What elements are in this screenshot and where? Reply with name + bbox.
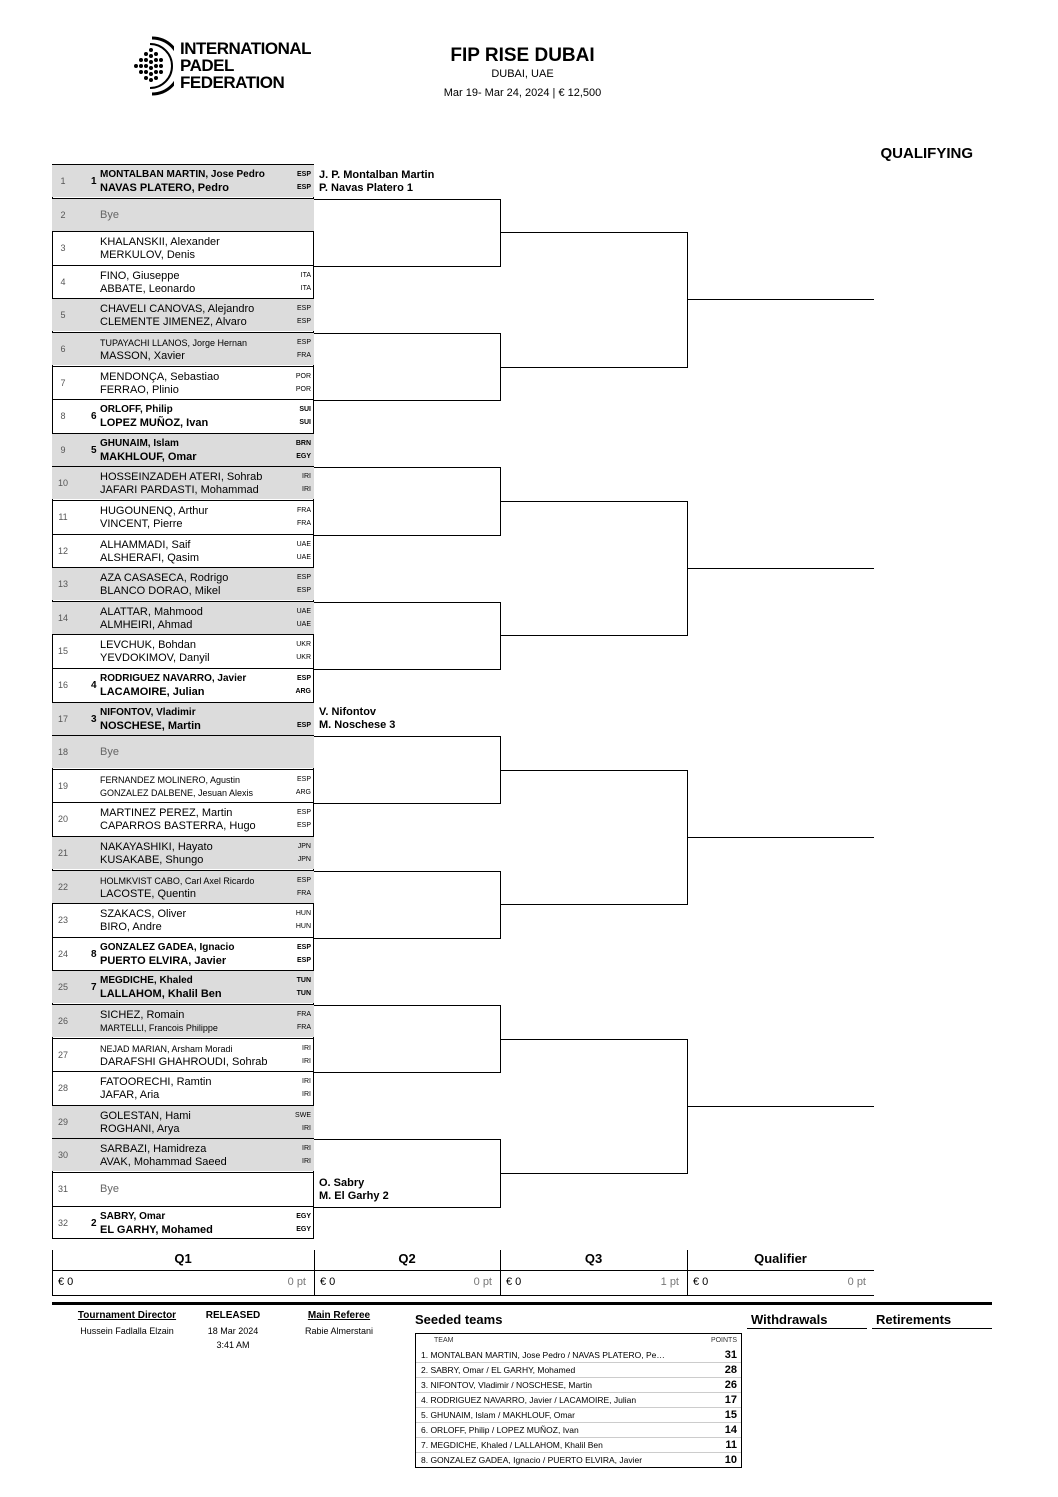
seeded-team-row bbox=[416, 1437, 741, 1452]
player-2-country: ITA bbox=[300, 284, 311, 292]
seeded-team-row bbox=[416, 1422, 741, 1437]
player-2-country: EGY bbox=[296, 1225, 311, 1233]
draw-slot-25 bbox=[52, 970, 314, 1003]
player-2: LALLAHOM, Khalil Ben bbox=[100, 988, 222, 1001]
player-1: FATOORECHI, Ramtin bbox=[100, 1076, 212, 1089]
advancer-1-line2: P. Navas Platero 1 bbox=[319, 182, 413, 194]
draw-slot-29 bbox=[52, 1105, 314, 1138]
seed-number: 7 bbox=[91, 982, 97, 994]
player-1: MEGDICHE, Khaled bbox=[100, 975, 193, 987]
section-title: QUALIFYING bbox=[880, 145, 973, 162]
player-1: GHUNAIM, Islam bbox=[100, 437, 179, 449]
released-date: 18 Mar 2024 bbox=[207, 1326, 259, 1336]
seed-number: 5 bbox=[91, 444, 97, 456]
q2-line-3 bbox=[500, 501, 687, 502]
player-2-country: FRA bbox=[297, 352, 311, 359]
q2-line-8 bbox=[500, 1173, 687, 1174]
referee-label: Main Referee bbox=[307, 1310, 371, 1321]
seeded-team-row bbox=[416, 1377, 741, 1392]
seed-number: 6 bbox=[91, 411, 97, 423]
player-1: NAKAYASHIKI, Hayato bbox=[100, 841, 213, 853]
round-q3-header: Q3 bbox=[584, 1251, 603, 1266]
player-2: ABBATE, Leonardo bbox=[100, 282, 196, 295]
slot-number: 22 bbox=[57, 881, 68, 892]
draw-slot-22 bbox=[52, 870, 314, 903]
org-name bbox=[180, 40, 311, 91]
player-1: ORLOFF, Philip bbox=[100, 404, 173, 416]
q1-line-16 bbox=[314, 1207, 500, 1208]
player-2: GONZALEZ DALBENE, Jesuan Alexis bbox=[100, 787, 254, 798]
qualifier-points: 0 pt bbox=[847, 1276, 866, 1288]
q1-line-9 bbox=[314, 736, 500, 737]
retirements-label: Retirements bbox=[876, 1312, 952, 1327]
points-column-header: POINTS bbox=[710, 1337, 737, 1344]
fip-logo bbox=[128, 36, 174, 96]
seeded-team-row bbox=[416, 1452, 741, 1467]
player-2-country: ESP bbox=[296, 721, 311, 729]
seeded-team-points: 26 bbox=[724, 1379, 737, 1391]
slot-number: 13 bbox=[57, 579, 68, 590]
draw-slot-30 bbox=[52, 1138, 314, 1171]
seeded-team-points: 11 bbox=[725, 1439, 737, 1451]
player-1-country: IRI bbox=[302, 473, 311, 481]
player-2-country: TUN bbox=[296, 990, 311, 998]
q1-line-5 bbox=[314, 467, 500, 468]
player-2: JAFAR, Aria bbox=[100, 1089, 160, 1102]
q1-line-12 bbox=[314, 938, 500, 939]
slot-number: 29 bbox=[57, 1116, 68, 1127]
q2-points: 0 pt bbox=[473, 1276, 492, 1288]
org-line-2: PADEL bbox=[180, 56, 234, 75]
draw-slot-16 bbox=[52, 668, 314, 701]
draw-slot-10 bbox=[52, 466, 314, 499]
player-2-country: POR bbox=[295, 385, 311, 393]
slot-number: 20 bbox=[57, 814, 68, 825]
slot-number: 10 bbox=[57, 478, 68, 489]
player-1-country: HUN bbox=[295, 910, 311, 918]
player-2-country: SUI bbox=[299, 419, 311, 427]
player-2: KUSAKABE, Shungo bbox=[100, 854, 204, 866]
player-1: ALATTAR, Mahmood bbox=[100, 605, 203, 618]
draw-slot-17 bbox=[52, 702, 314, 735]
org-line-1: INTERNATIONAL bbox=[180, 39, 312, 58]
round-q1-header: Q1 bbox=[174, 1251, 192, 1266]
bye-label: Bye bbox=[100, 208, 119, 221]
draw-slot-21 bbox=[52, 836, 314, 869]
player-1-country: EGY bbox=[296, 1212, 311, 1220]
advancer-17-line1: V. Nifontov bbox=[319, 706, 377, 718]
player-1-country: IRI bbox=[302, 1078, 311, 1086]
seeded-team-name: 4. RODRIGUEZ NAVARRO, Javier / LACAMOIRE, Julian bbox=[421, 1395, 637, 1405]
player-1-country: POR bbox=[295, 372, 311, 380]
player-1-country: IRI bbox=[302, 1044, 311, 1052]
slot-number: 21 bbox=[57, 848, 68, 858]
draw-slot-8 bbox=[52, 399, 314, 432]
withdrawals-label: Withdrawals bbox=[751, 1312, 828, 1327]
seeded-team-points: 15 bbox=[724, 1409, 737, 1421]
player-1-country: ESP bbox=[296, 171, 311, 178]
q1-line-13 bbox=[314, 1005, 500, 1006]
seeded-team-name: 2. SABRY, Omar / EL GARHY, Mohamed bbox=[421, 1365, 576, 1375]
seed-number: 2 bbox=[91, 1217, 97, 1229]
player-2-country: ESP bbox=[296, 956, 311, 964]
q1-prize: € 0 bbox=[58, 1276, 74, 1288]
player-1-country: ESP bbox=[296, 809, 311, 817]
player-1: MONTALBAN MARTIN, Jose Pedro bbox=[100, 169, 265, 180]
player-2-country: JPN bbox=[297, 856, 311, 863]
player-2: MASSON, Xavier bbox=[100, 350, 185, 362]
player-2: NAVAS PLATERO, Pedro bbox=[100, 182, 229, 194]
draw-slot-2 bbox=[52, 198, 314, 231]
player-2: DARAFSHI GHAHROUDI, Sohrab bbox=[100, 1055, 268, 1068]
player-1: NEJAD MARIAN, Arsham Moradi bbox=[100, 1043, 233, 1054]
advancer-1-line1: J. P. Montalban Martin bbox=[319, 169, 435, 181]
seeded-team-name: 8. GONZALEZ GADEA, Ignacio / PUERTO ELVIRA, Javier bbox=[421, 1455, 643, 1465]
player-1-country: ESP bbox=[296, 775, 311, 783]
director-name: Hussein Fadlalla Elzain bbox=[80, 1326, 174, 1336]
player-1-country: SWE bbox=[295, 1111, 311, 1119]
player-2-country: ESP bbox=[296, 184, 311, 191]
player-1: HOLMKVIST CABO, Carl Axel Ricardo bbox=[100, 875, 255, 886]
slot-number: 16 bbox=[57, 680, 68, 690]
player-1: HUGOUNENQ, Arthur bbox=[100, 505, 209, 517]
slot-number: 28 bbox=[57, 1083, 68, 1094]
seeded-team-name: 5. GHUNAIM, Islam / MAKHLOUF, Omar bbox=[421, 1410, 575, 1420]
slot-number: 24 bbox=[57, 948, 68, 959]
player-1-country: ESP bbox=[296, 305, 311, 313]
player-2-country: FRA bbox=[297, 520, 311, 527]
player-2-country: IRI bbox=[302, 1091, 311, 1099]
player-1-country: SUI bbox=[299, 406, 311, 414]
advancer-1 bbox=[319, 169, 434, 195]
seed-number: 1 bbox=[91, 176, 97, 187]
player-2: PUERTO ELVIRA, Javier bbox=[100, 954, 227, 967]
bye-label: Bye bbox=[100, 746, 119, 759]
draw-slot-28 bbox=[52, 1071, 314, 1104]
player-1: GONZALEZ GADEA, Ignacio bbox=[100, 941, 235, 953]
player-2: YEVDOKIMOV, Danyil bbox=[100, 652, 210, 665]
slot-number: 6 bbox=[60, 344, 66, 354]
player-2: JAFARI PARDASTI, Mohammad bbox=[100, 484, 259, 497]
slot-number: 30 bbox=[57, 1150, 68, 1161]
seeded-team-points: 28 bbox=[724, 1364, 737, 1376]
draw-slot-31 bbox=[52, 1172, 314, 1205]
player-2: ALSHERAFI, Qasim bbox=[100, 551, 200, 564]
player-1: MENDONÇA, Sebastiao bbox=[100, 370, 220, 383]
slot-number: 4 bbox=[60, 276, 66, 287]
q2-prize: € 0 bbox=[320, 1276, 336, 1288]
team-column-header: TEAM bbox=[434, 1337, 454, 1344]
released-time: 3:41 AM bbox=[216, 1340, 250, 1350]
player-2-country: IRI bbox=[302, 1158, 311, 1166]
draw-slot-5 bbox=[52, 298, 314, 331]
slot-number: 17 bbox=[57, 713, 68, 724]
player-2: MAKHLOUF, Omar bbox=[100, 450, 197, 463]
qualifier-line-2 bbox=[687, 568, 874, 569]
player-1: AZA CASASECA, Rodrigo bbox=[100, 572, 229, 585]
seed-number: 8 bbox=[91, 948, 97, 960]
q2-line-5 bbox=[500, 770, 687, 771]
seeded-team-name: 3. NIFONTOV, Vladimir / NOSCHESE, Martin bbox=[421, 1380, 592, 1390]
player-2-country: FRA bbox=[297, 889, 311, 897]
player-1: GOLESTAN, Hami bbox=[100, 1109, 191, 1122]
fip-logo-icon bbox=[128, 36, 174, 96]
player-1-country: UKR bbox=[296, 641, 311, 649]
slot-number: 7 bbox=[60, 377, 66, 388]
q2-line-2 bbox=[500, 367, 687, 368]
slot-number: 15 bbox=[57, 646, 68, 657]
draw-slot-4 bbox=[52, 265, 314, 298]
qualifier-line-1 bbox=[687, 299, 874, 300]
player-2-country: IRI bbox=[302, 486, 311, 494]
seeded-team-name: 1. MONTALBAN MARTIN, Jose Pedro / NAVAS PLATERO, Pe… bbox=[421, 1350, 665, 1360]
player-2-country: IRI bbox=[302, 1124, 311, 1132]
slot-number: 14 bbox=[57, 612, 68, 623]
q1-line-1 bbox=[314, 199, 500, 200]
q1-line-4 bbox=[314, 400, 500, 401]
player-2: AVAK, Mohammad Saeed bbox=[100, 1156, 227, 1169]
seeded-team-points: 31 bbox=[724, 1349, 737, 1361]
player-2-country: FRA bbox=[297, 1024, 311, 1031]
player-2: FERRAO, Plinio bbox=[100, 383, 179, 396]
q1-line-7 bbox=[314, 602, 500, 603]
q1-line-2 bbox=[314, 266, 500, 267]
player-2-country: HUN bbox=[295, 923, 311, 931]
player-1-country: ITA bbox=[300, 271, 311, 279]
seeded-table-header bbox=[416, 1334, 741, 1348]
slot-number: 19 bbox=[57, 780, 68, 791]
slot-number: 23 bbox=[57, 915, 68, 926]
seeded-team-row bbox=[416, 1407, 741, 1422]
round-q2-header: Q2 bbox=[398, 1251, 416, 1266]
event-dates-prize: Mar 19- Mar 24, 2024 | € 12,500 bbox=[443, 87, 602, 99]
player-2: ALMHEIRI, Ahmad bbox=[100, 618, 193, 631]
player-1: NIFONTOV, Vladimir bbox=[100, 706, 196, 718]
advancer-17 bbox=[319, 706, 395, 732]
player-1-country: ESP bbox=[296, 876, 311, 884]
player-2: VINCENT, Pierre bbox=[100, 518, 183, 530]
player-2: EL GARHY, Mohamed bbox=[100, 1223, 213, 1236]
director-label: Tournament Director bbox=[77, 1310, 177, 1321]
player-2: NOSCHESE, Martin bbox=[100, 719, 201, 732]
player-2-country: ARG bbox=[295, 688, 311, 695]
slot-number: 9 bbox=[60, 444, 66, 455]
player-2: CLEMENTE JIMENEZ, Alvaro bbox=[100, 316, 247, 329]
slot-number: 18 bbox=[57, 747, 68, 758]
player-2-country: UAE bbox=[296, 553, 311, 561]
slot-number: 3 bbox=[60, 243, 66, 254]
player-1: CHAVELI CANOVAS, Alejandro bbox=[100, 303, 255, 316]
player-1-country: FRA bbox=[297, 1011, 311, 1018]
q1-points: 0 pt bbox=[287, 1276, 306, 1288]
draw-slot-1 bbox=[52, 164, 314, 197]
seeded-team-name: 7. MEGDICHE, Khaled / LALLAHOM, Khalil Ben bbox=[421, 1440, 603, 1450]
draw-slot-12 bbox=[52, 534, 314, 567]
org-line-3: FEDERATION bbox=[180, 73, 285, 92]
player-2: CAPARROS BASTERRA, Hugo bbox=[100, 820, 256, 833]
advancer-17-line2: M. Noschese 3 bbox=[319, 719, 396, 731]
player-1-country: BRN bbox=[295, 439, 311, 447]
round-qualifier-header: Qualifier bbox=[754, 1251, 807, 1266]
draw-slot-20 bbox=[52, 802, 314, 835]
q1-line-15 bbox=[314, 1139, 500, 1140]
advancer-31 bbox=[319, 1177, 389, 1203]
draw-slot-24 bbox=[52, 937, 314, 970]
referee-name: Rabie Almerstani bbox=[304, 1326, 374, 1336]
player-1-country: UAE bbox=[296, 607, 311, 615]
slot-number: 25 bbox=[57, 982, 68, 993]
player-2: LACOSTE, Quentin bbox=[100, 887, 196, 900]
slot-number: 27 bbox=[57, 1049, 68, 1060]
seeded-team-points: 14 bbox=[724, 1424, 737, 1436]
player-1-country: TUN bbox=[296, 977, 311, 985]
draw-slot-14 bbox=[52, 601, 314, 634]
player-2: MARTELLI, Francois Philippe bbox=[100, 1023, 218, 1033]
q1-line-11 bbox=[314, 871, 500, 872]
player-1: ALHAMMADI, Saif bbox=[100, 538, 191, 551]
player-1: TUPAYACHI LLANOS, Jorge Hernan bbox=[100, 338, 248, 348]
q1-line-14 bbox=[314, 1072, 500, 1073]
seeded-team-points: 17 bbox=[724, 1394, 737, 1406]
draw-slot-32 bbox=[52, 1206, 314, 1239]
q1-line-3 bbox=[314, 333, 500, 334]
player-2-country: UAE bbox=[296, 620, 311, 628]
q2-line-6 bbox=[500, 904, 687, 905]
player-2: LACAMOIRE, Julian bbox=[100, 686, 205, 698]
player-2-country: EGY bbox=[296, 452, 311, 460]
player-2: LOPEZ MUÑOZ, Ivan bbox=[100, 417, 209, 430]
slot-number: 11 bbox=[58, 512, 68, 522]
player-1: SABRY, Omar bbox=[100, 1210, 166, 1222]
draw-slot-3 bbox=[52, 231, 314, 264]
q1-line-6 bbox=[314, 535, 500, 536]
player-1-country: JPN bbox=[297, 843, 311, 850]
player-2-country: UKR bbox=[296, 654, 311, 662]
player-2: ROGHANI, Arya bbox=[100, 1122, 180, 1135]
slot-number: 2 bbox=[60, 209, 66, 220]
q1-line-8 bbox=[314, 669, 500, 670]
qualifier-line-4 bbox=[687, 1106, 874, 1107]
released-label: RELEASED bbox=[205, 1310, 261, 1321]
player-2: BLANCO DORAO, Mikel bbox=[100, 585, 221, 598]
seed-number: 4 bbox=[91, 680, 97, 691]
q3-prize: € 0 bbox=[506, 1276, 522, 1288]
player-1-country: ESP bbox=[296, 339, 311, 346]
qualifier-prize: € 0 bbox=[693, 1276, 709, 1288]
seeded-teams-label: Seeded teams bbox=[415, 1312, 503, 1327]
slot-number: 1 bbox=[60, 176, 66, 186]
player-2: MERKULOV, Denis bbox=[100, 249, 195, 262]
seeded-team-row bbox=[416, 1392, 741, 1407]
player-1-country: ESP bbox=[296, 675, 311, 682]
player-2-country: ESP bbox=[296, 822, 311, 830]
draw-slot-11 bbox=[52, 500, 314, 533]
event-title: FIP RISE DUBAI bbox=[450, 45, 595, 66]
player-1: FERNANDEZ MOLINERO, Agustin bbox=[100, 774, 241, 785]
slot-number: 31 bbox=[57, 1184, 68, 1194]
seeded-team-name: 6. ORLOFF, Philip / LOPEZ MUÑOZ, Ivan bbox=[421, 1425, 579, 1435]
player-1-country: ESP bbox=[296, 574, 311, 582]
slot-number: 32 bbox=[57, 1217, 68, 1228]
player-1: KHALANSKII, Alexander bbox=[100, 236, 220, 249]
player-2: BIRO, Andre bbox=[100, 921, 162, 934]
slot-number: 26 bbox=[57, 1016, 68, 1026]
player-1: RODRIGUEZ NAVARRO, Javier bbox=[100, 673, 247, 684]
seeded-teams-table bbox=[415, 1333, 742, 1468]
player-1-country: FRA bbox=[297, 507, 311, 514]
bye-label: Bye bbox=[100, 1183, 119, 1195]
q2-line-1 bbox=[500, 232, 687, 233]
q2-line-7 bbox=[500, 1039, 687, 1040]
player-1: SARBAZI, Hamidreza bbox=[100, 1143, 207, 1156]
draw-slot-26 bbox=[52, 1004, 314, 1037]
player-2-country: ESP bbox=[296, 587, 311, 595]
player-1: LEVCHUK, Bohdan bbox=[100, 639, 196, 652]
player-1-country: ESP bbox=[296, 943, 311, 951]
seeded-team-row bbox=[416, 1348, 741, 1362]
slot-number: 12 bbox=[57, 545, 68, 556]
draw-slot-15 bbox=[52, 634, 314, 667]
draw-slot-9 bbox=[52, 433, 314, 466]
q1-line-10 bbox=[314, 803, 500, 804]
player-1-country: UAE bbox=[296, 540, 311, 548]
draw-slot-27 bbox=[52, 1038, 314, 1071]
event-location: DUBAI, UAE bbox=[491, 68, 554, 80]
player-1: SZAKACS, Oliver bbox=[100, 908, 187, 921]
advancer-31-line2: M. El Garhy 2 bbox=[319, 1190, 389, 1202]
seeded-team-row bbox=[416, 1362, 741, 1377]
slot-number: 8 bbox=[60, 411, 66, 422]
seed-number: 3 bbox=[91, 713, 97, 725]
player-2-country: ARG bbox=[295, 788, 311, 796]
draw-slot-18 bbox=[52, 735, 314, 768]
player-1: SICHEZ, Romain bbox=[100, 1009, 185, 1021]
draw-slot-6 bbox=[52, 332, 314, 365]
q3-points: 1 pt bbox=[660, 1276, 679, 1288]
advancer-31-line1: O. Sabry bbox=[319, 1177, 365, 1189]
q2-line-4 bbox=[500, 635, 687, 636]
player-1: MARTINEZ PEREZ, Martin bbox=[100, 807, 233, 820]
player-1: HOSSEINZADEH ATERI, Sohrab bbox=[100, 471, 263, 484]
player-2-country: IRI bbox=[302, 1057, 311, 1065]
seeded-team-points: 10 bbox=[724, 1454, 737, 1466]
player-1: FINO, Giuseppe bbox=[100, 269, 180, 282]
draw-slot-7 bbox=[52, 366, 314, 399]
qualifier-line-3 bbox=[687, 837, 874, 838]
draw-slot-19 bbox=[52, 769, 314, 802]
draw-slot-13 bbox=[52, 567, 314, 600]
player-2-country: ESP bbox=[296, 318, 311, 326]
slot-number: 5 bbox=[60, 310, 66, 321]
player-1-country: IRI bbox=[302, 1145, 311, 1153]
draw-slot-23 bbox=[52, 903, 314, 936]
